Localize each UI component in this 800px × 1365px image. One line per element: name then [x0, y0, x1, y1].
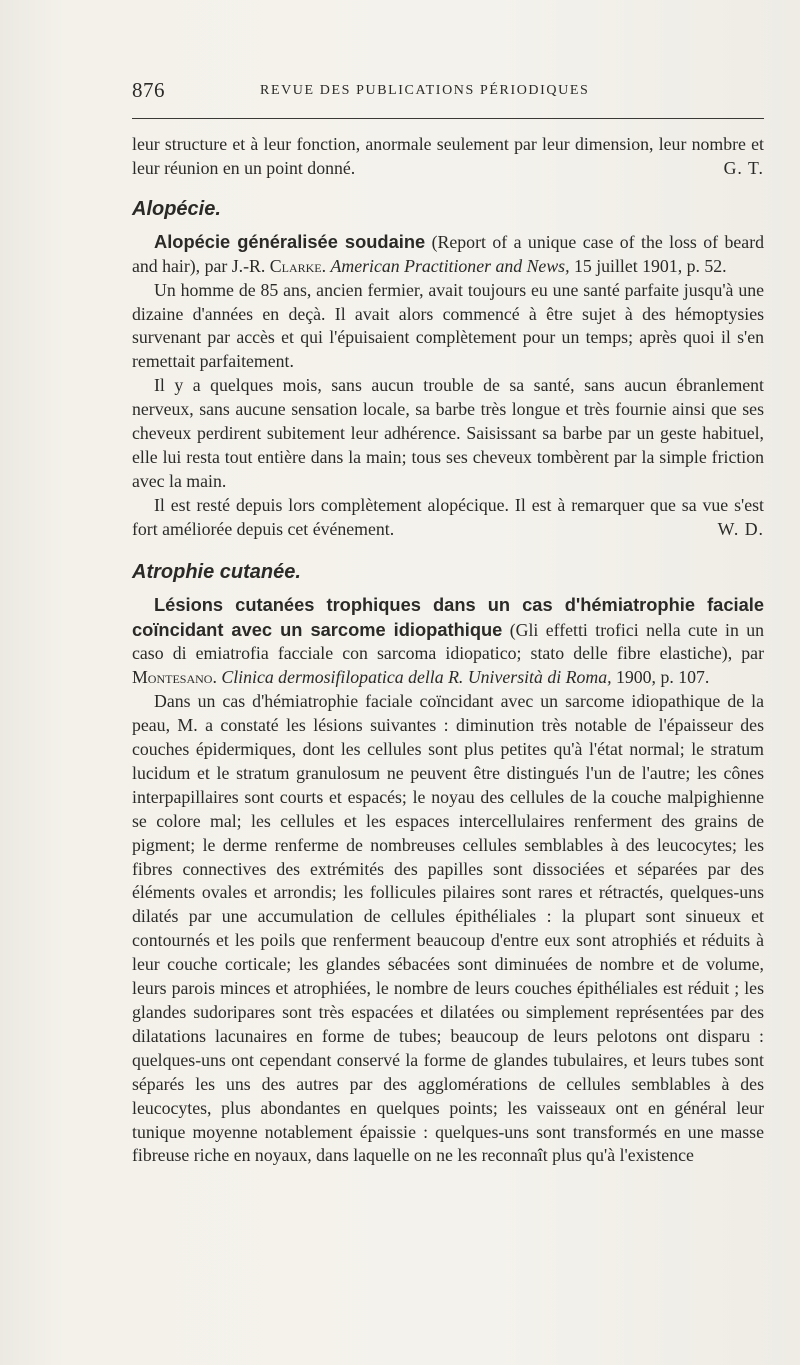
article-journal-alopecie: American Practitioner and News,	[330, 255, 570, 276]
article-date-atrophie: 1900, p. 107.	[611, 667, 710, 688]
article-reference-alopecie	[132, 230, 764, 279]
body-paragraph: Il y a quelques mois, sans aucun trouble de sa santé, sans aucun ébranlement nerveux, sans aucune sensation locale, sa barbe très longue et très fournie ainsi que ses cheveux perdirent subitement leur adhérence. Saisissant sa barbe par un geste habituel, elle lui resta tout entière dans la main; tous ses cheveux tombèrent par la simple friction avec la main.	[132, 375, 764, 491]
article-journal-atrophie: Clinica dermosifilopatica della R. Università di Roma,	[221, 667, 612, 688]
article-author-alopecie: Clarke	[269, 255, 322, 276]
article-subtitle-atrophie: (Gli effetti trofici nella cute in un caso di emiatrofia facciale con sarcoma idiopatico; stato delle fibre elastiche), par	[132, 619, 764, 664]
intro-signature: G. T.	[723, 157, 764, 178]
article-date-alopecie: 15 juillet 1901, p. 52.	[569, 255, 727, 276]
section1-signature: W. D.	[717, 518, 764, 539]
article-title-atrophie: Lésions cutanées trophiques dans un cas d'hémiatrophie faciale coïncidant avec un sarcome idiopathique	[132, 593, 764, 640]
page-content	[132, 133, 764, 1168]
intro-paragraph	[132, 133, 764, 181]
article-sep-alopecie: .	[321, 255, 331, 276]
article-author-atrophie: Montesano	[132, 667, 213, 688]
body-paragraph-last	[132, 494, 764, 542]
intro-text: leur structure et à leur fonction, anormale seulement par leur dimension, leur nombre et leur réunion en un point donné.	[132, 134, 764, 178]
page-number: 876	[132, 78, 165, 102]
running-title: REVUE DES PUBLICATIONS PÉRIODIQUES	[260, 83, 590, 98]
body-paragraph: Un homme de 85 ans, ancien fermier, avait toujours eu une santé parfaite jusqu'à une dizaine d'années en deçà. Il avait alors commencé à être sujet à des hémoptysies survenant par accès et qui l'épuisaient complètement pour un temps; après quoi il s'en remettait parfaitement.	[132, 279, 764, 372]
section-title-atrophie: Atrophie cutanée.	[132, 560, 301, 583]
article-title-alopecie: Alopécie généralisée soudaine	[154, 230, 426, 252]
article-subtitle-alopecie: (Report of a unique case of the loss of beard and hair), par J.-R.	[132, 231, 764, 276]
body-paragraph-atrophie: Dans un cas d'hémiatrophie faciale coïncidant avec un sarcome idiopathique de la peau, M. a constaté les lésions suivantes : diminution très notable de l'épaisseur des couches épidermiques, dont les cellules sont plus petites qu'à l'état normal; le stratum lucidum et le stratum granulosum ne peuvent être distingués l'un de l'autre; les cônes interpapillaires sont courts et espacés; le noyau des cellules de la couche malpighienne se colore mal; les cellules et les espaces intercellulaires renferment des grains de pigment; le derme renferme de nombreuses cellules semblables à des leucocytes; les fibres connectives des extrémités des papilles sont dissociées et séparées par des éléments ovales et arrondis; les follicules pilaires sont rares et rétractés, quelques-uns dilatés par une accumulation de cellules épithéliales : la plupart sont sinueux et contournés et les poils que renferment beaucoup d'entre eux sont atrophiés et réduits à leur couche corticale; les glandes sébacées sont diminuées de nombre et de volume, leurs parois minces et atrophiées, le nombre de leurs couches épithéliales est réduit ; les glandes sudoripares sont très espacées et dilatées ou simplement représentées par des dilatations lacunaires en forme de tubes; beaucoup de leurs pelotons ont disparu : quelques-uns ont cependant conservé la forme de glandes tubulaires, et leurs tubes sont séparés les uns des autres par des agglomérations de cellules semblables à des leucocytes, plus abondantes en quelques points; les vaisseaux ont en général leur tunique moyenne notablement épaissie : quelques-uns sont transformés en une masse fibreuse riche en noyaux, dans laquelle on ne les reconnaît plus qu'à l'existence	[132, 691, 764, 1166]
section-title-alopecie: Alopécie.	[132, 197, 221, 220]
body-paragraph-last-text: Il est resté depuis lors complètement alopécique. Il est à remarquer que sa vue s'est fort améliorée depuis cet événement.	[132, 494, 764, 539]
article-reference-atrophie	[132, 593, 764, 691]
article-sep-atrophie: .	[212, 667, 222, 688]
page-header	[132, 78, 764, 106]
header-rule	[132, 118, 764, 119]
